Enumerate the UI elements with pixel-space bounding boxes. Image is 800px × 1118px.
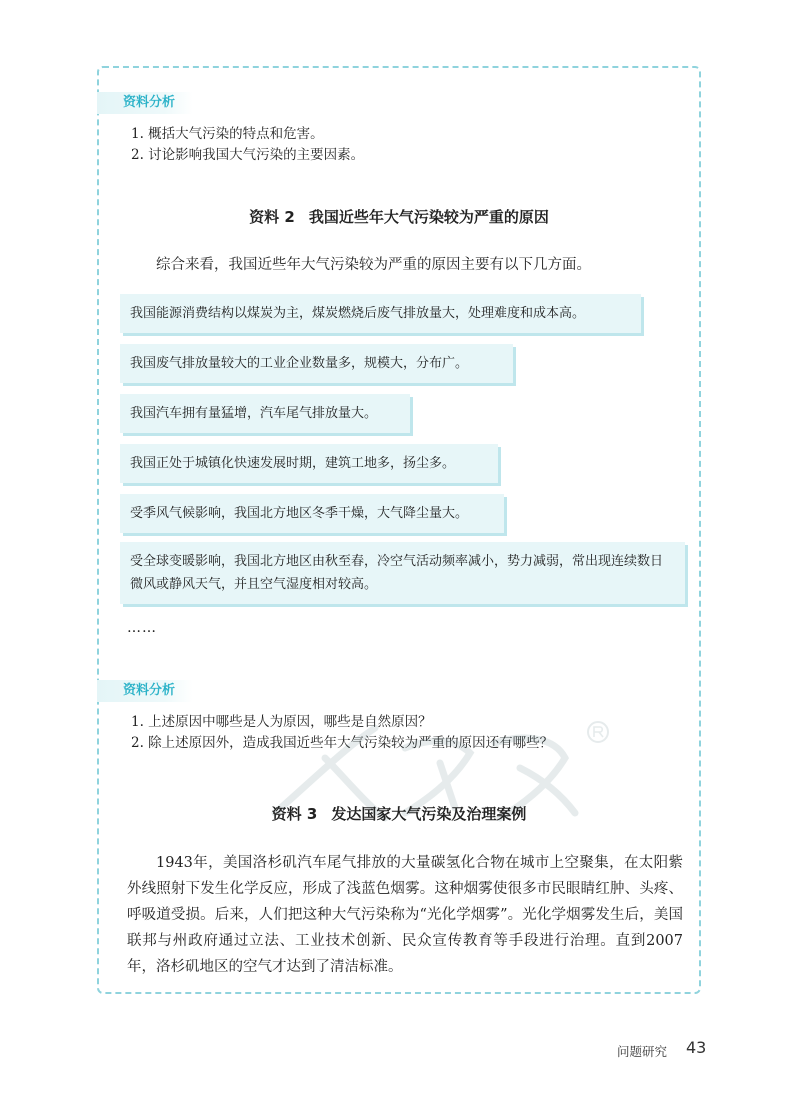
reason-box: 我国汽车拥有量猛增，汽车尾气排放量大。 xyxy=(120,394,410,433)
analysis-tag-1: 资料分析 xyxy=(97,92,193,114)
reason-box: 我国废气排放量较大的工业企业数量多，规模大，分布广。 xyxy=(120,344,513,383)
reason-box: 受季风气候影响，我国北方地区冬季干燥，大气降尘量大。 xyxy=(120,494,504,533)
question-list-1 xyxy=(131,124,364,166)
question-item: 2. 讨论影响我国大气污染的主要因素。 xyxy=(131,147,365,163)
material-3-number: 资料 3 xyxy=(271,805,318,823)
material-3-heading xyxy=(97,803,701,824)
reason-box: 我国能源消费结构以煤炭为主，煤炭燃烧后废气排放量大，处理难度和成本高。 xyxy=(120,294,641,333)
material-3-title: 发达国家大气污染及治理案例 xyxy=(331,805,527,823)
footer-section-label: 问题研究 xyxy=(617,1044,668,1059)
page-number: 43 xyxy=(686,1038,707,1057)
analysis-tag-2: 资料分析 xyxy=(97,680,193,702)
question-item: 1. 上述原因中哪些是人为原因，哪些是自然原因？ xyxy=(131,714,432,730)
question-item: 1. 概括大气污染的特点和危害。 xyxy=(131,126,324,142)
material-2-heading xyxy=(97,206,701,227)
material-3-body: 1943年，美国洛杉矶汽车尾气排放的大量碳氢化合物在城市上空聚集，在太阳紫外线照射下发生化学反应，形成了浅蓝色烟雾。这种烟雾使很多市民眼睛红肿、头疼、呼吸道受损。后来，人们把这种大气污染称为“光化学烟雾”。光化学烟雾发生后，美国联邦与州政府通过立法、工业技术创新、民众宣传教育等手段进行治理。直到2007年，洛杉矶地区的空气才达到了清洁标准。 xyxy=(127,855,683,975)
material-2-number: 资料 2 xyxy=(249,208,295,226)
reason-box: 我国正处于城镇化快速发展时期，建筑工地多，扬尘多。 xyxy=(120,444,498,483)
ellipsis: …… xyxy=(127,620,157,636)
material-2-title: 我国近些年大气污染较为严重的原因 xyxy=(308,208,549,226)
reason-box: 受全球变暖影响，我国北方地区由秋至春，冷空气活动频率减小，势力减弱，常出现连续数日微风或静风天气，并且空气湿度相对较高。 xyxy=(120,542,685,604)
question-item: 2. 除上述原因外，造成我国近些年大气污染较为严重的原因还有哪些？ xyxy=(131,735,554,751)
material-2-intro: 综合来看，我国近些年大气污染较为严重的原因主要有以下几方面。 xyxy=(156,257,591,273)
